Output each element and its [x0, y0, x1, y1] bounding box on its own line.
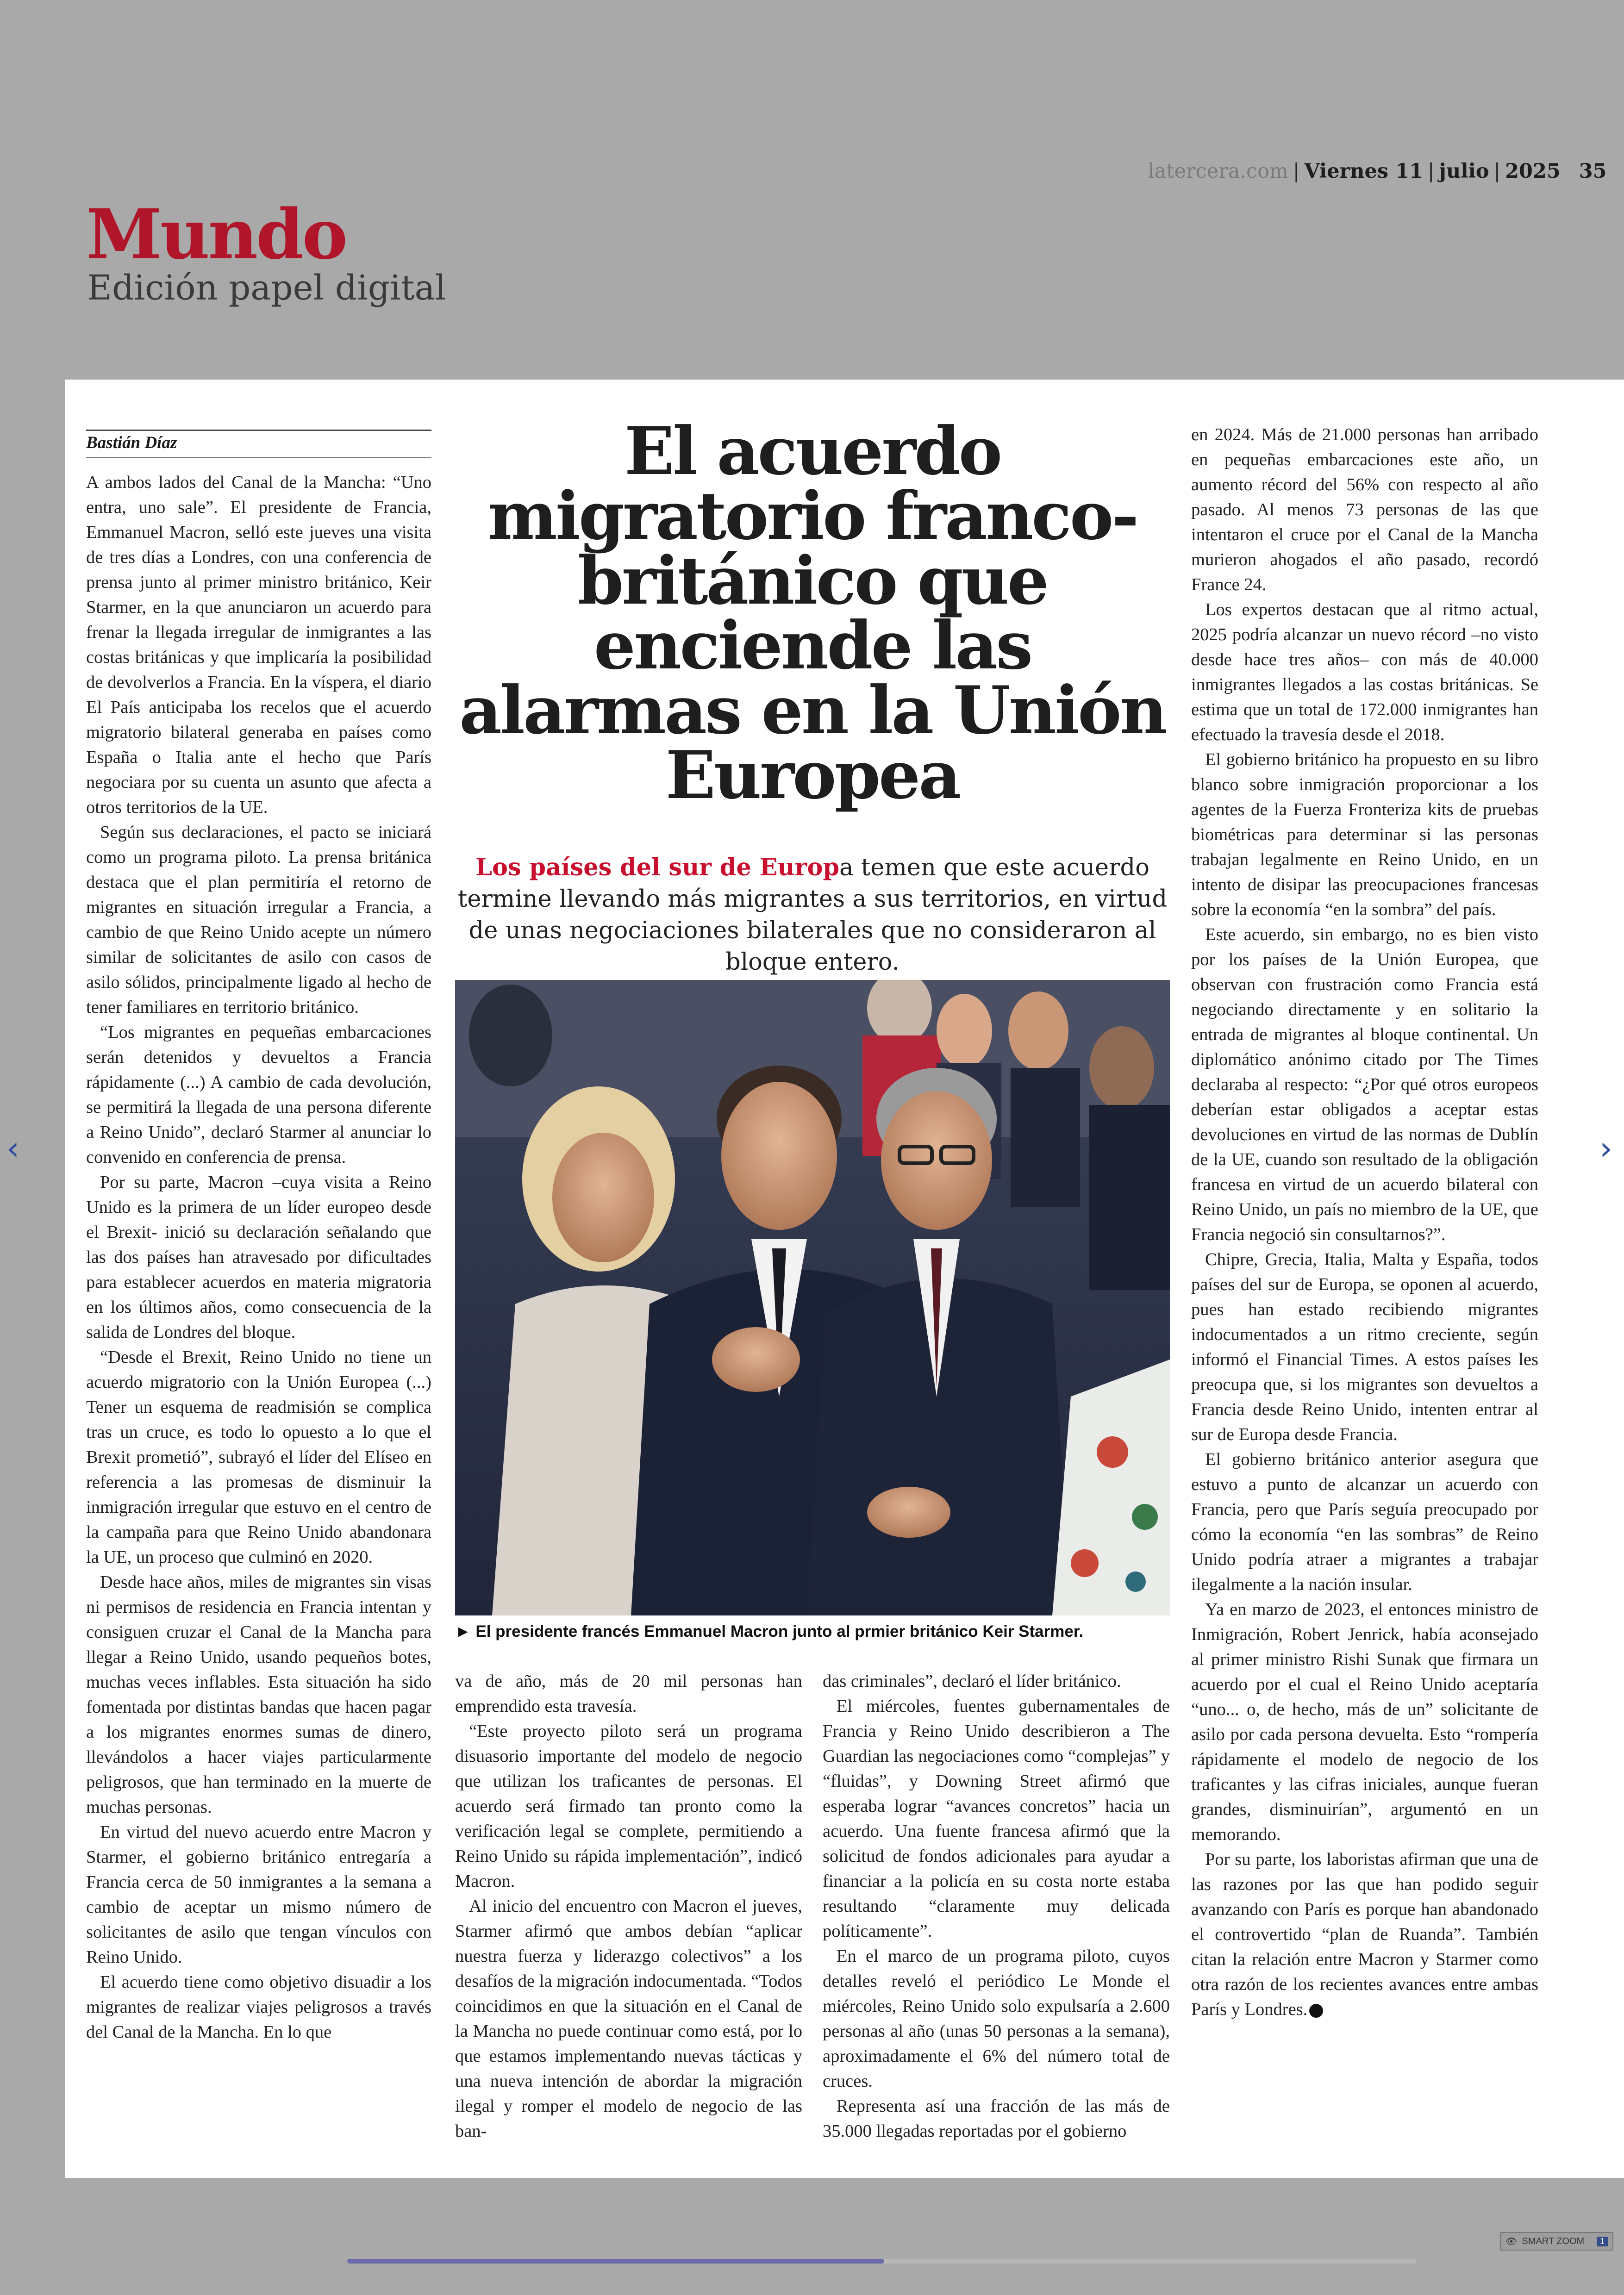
- page-number: 35: [1579, 160, 1607, 183]
- site-name: latercera.com: [1148, 160, 1288, 183]
- paragraph: Los expertos destacan que al ritmo actual, 2025 podría alcanzar un nuevo récord –no visto desde hace tres años– con más de 40.000 inmigrantes llegados a las costas británicas. Se estima que un total de 172.000 inmigrantes han efectuado la travesía desde el 2018.: [1191, 600, 1538, 744]
- next-page-button[interactable]: ›: [1599, 1129, 1612, 1167]
- section-title: Mundo: [86, 194, 346, 274]
- paragraph: El acuerdo tiene como objetivo disuadir a los migrantes de realizar viajes peligrosos a través del Canal de la Mancha. En lo que: [86, 1972, 431, 2042]
- section-subtitle: Edición papel digital: [87, 268, 446, 308]
- paragraph: “Desde el Brexit, Reino Unido no tiene un acuerdo migratorio con la Unión Europea (...) Tener un esquema de readmisión se complica tras un cruce, es todo lo opuesto a lo que el Brexit prometió”, subrayó el líder del Elíseo en referencia a las promesas de disminuir la inmigración irregular que estuvo en el centro de la campaña para que Reino Unido abandonara la UE, un proceso que culminó en 2020.: [86, 1347, 431, 1567]
- paragraph: Desde hace años, miles de migrantes sin visas ni permisos de residencia en Francia intentan y consiguen cruzar el Canal de la Mancha para llegar a Reino Unido, usando pequeños botes, muchas veces inflables. Esta situación ha sido fomentada por distintas bandas que hacen pagar a los migrantes enormes sumas de dinero, llevándolos a hacer viajes particularmente peligrosos, que han terminado en la muerte de muchas personas.: [86, 1572, 431, 1817]
- paragraph: El gobierno británico ha propuesto en su libro blanco sobre inmigración proporcionar a los agentes de la Fuerza Fronteriza kits de pruebas biométricas para determinar si las personas trabajan legalmente en Reino Unido, en un intento de disipar las preocupaciones francesas sobre la economía “en la sombra” del país.: [1191, 750, 1538, 919]
- author-rule: [86, 430, 431, 431]
- smart-zoom-button[interactable]: [1500, 2232, 1613, 2251]
- zoom-level-badge: 1: [1597, 2237, 1608, 2246]
- paragraph: Al inicio del encuentro con Macron el jueves, Starmer afirmó que ambos debían “aplicar nuestra fuerza y liderazgo colectivos” a los desafíos de la migración indocumentada. “Todos coincidimos en que la situación en el Canal de la Mancha no puede continuar como está, por lo que estamos implementando nuevas tácticas y una nueva intención de abordar la migración ilegal y romper el modelo de negocio de las ban-: [455, 1896, 802, 2141]
- masthead: latercera.com | Viernes 11 | julio | 2025 35: [1148, 160, 1607, 183]
- article-photo: [455, 980, 1170, 1615]
- eye-icon: 👁: [1505, 2236, 1518, 2247]
- paragraph-text: Por su parte, los laboristas afirman que una de las razones por las que han podido seguir avanzando con París es porque han abandonado el controvertido “plan de Ruanda”. También citan la relación entre Macron y Starmer como otra razón de los recientes avances entre ambas París y Londres.: [1191, 1850, 1538, 2019]
- paragraph: “Este proyecto piloto será un programa disuasorio importante del modelo de negocio que utilizan los traficantes de personas. El acuerdo será firmado tan pronto como la verificación legal se complete, permitiendo a Reino Unido su rápida implementación”, indicó Macron.: [455, 1721, 802, 1891]
- paragraph: en 2024. Más de 21.000 personas han arribado en pequeñas embarcaciones este año, un aumento récord del 56% con respecto al año pasado. Al menos 73 personas de las que intentaron el cruce por el Canal de la Mancha murieron ahogados el año pasado, recordó France 24.: [1191, 425, 1538, 594]
- paragraph: En el marco de un programa piloto, cuyos detalles reveló el periódico Le Monde el miércoles, Reino Unido solo expulsaría a 2.600 personas al año (unas 50 personas a la semana), aproximadamente el 6% del número total de cruces.: [823, 1946, 1170, 2091]
- article-column-3: [823, 1669, 1170, 2144]
- paragraph: El miércoles, fuentes gubernamentales de Francia y Reino Unido describieron a The Guardian las negociaciones como “complejas” y “fluidas”, y Downing Street afirmó que esperaba lograr “avances concretos” hacia un acuerdo. Una fuente francesa afirmó que la solicitud de fondos adicionales para ayudar a financiar a la policía en su costa norte estaba resultando “claramente muy delicada políticamente”.: [823, 1696, 1170, 1941]
- article-column-2: [455, 1669, 802, 2144]
- paragraph: Este acuerdo, sin embargo, no es bien visto por los países de la Unión Europea, que observan con frustración como Francia está negociando directamente y en solitario la entrada de migrantes al bloque continental. Un diplomático anónimo citado por The Times declaraba al respecto: “¿Por qué otros europeos deberían estar obligados a aceptar estas devoluciones en virtud de las normas de Dublín de la UE, cuando son resultado de la obligación francesa en virtud de un acuerdo bilateral con Reino Unido, un país no miembro de la UE, que Francia negoció sin consultarnos?”.: [1191, 925, 1538, 1244]
- smart-zoom-label: SMART ZOOM: [1522, 2236, 1585, 2246]
- lead: [455, 852, 1170, 978]
- article-column-4: [1191, 422, 1538, 2022]
- paragraph: Por su parte, Macron –cuya visita a Reino Unido es la primera de un líder europeo desde el Brexit- inició su declaración señalando que las dos países han atravesado por dificultades para establecer acuerdos en materia migratoria en los últimos años, como consecuencia de la salida de Londres del bloque.: [86, 1172, 431, 1342]
- paragraph: Chipre, Grecia, Italia, Malta y España, todos países del sur de Europa, se oponen al acuerdo, pues han estado recibiendo migrantes indocumentados a un ritmo creciente, según informó el Financial Times. A estos países les preocupa que, si los migrantes son devueltos a Francia desde Reino Unido, intenten entrar al sur de Europa desde Francia.: [1191, 1250, 1538, 1444]
- date-day: Viernes 11: [1304, 160, 1423, 183]
- page-scrollbar-thumb[interactable]: [347, 2259, 884, 2264]
- paragraph: Ya en marzo de 2023, el entonces ministro de Inmigración, Robert Jenrick, había aconsejado al primer ministro Rishi Sunak que firmara un acuerdo por el cual el Reino Unido aceptaría “uno... o, de hecho, más de un” solicitante de asilo por cada persona devuelta. Esto “rompería rápidamente el modelo de negocio de los traficantes y las cifras iniciales, aunque fueran grandes, disminuirían”, argumentó en un memorando.: [1191, 1600, 1538, 1844]
- paragraph: En virtud del nuevo acuerdo entre Macron y Starmer, el gobierno británico entregaría a Francia cerca de 50 inmigrantes a la semana a cambio de aceptar un mismo número de solicitantes de asilo que tengan vínculos con Reino Unido.: [86, 1822, 431, 1967]
- author-rule-bottom: [86, 457, 431, 458]
- paragraph: Representa así una fracción de las más de 35.000 llegadas reportadas por el gobierno: [823, 2096, 1170, 2141]
- paragraph: Según sus declaraciones, el pacto se iniciará como un programa piloto. La prensa británica destaca que el plan permitiría el retorno de migrantes en situación irregular a Francia, a cambio de que Reino Unido acepte un número similar de solicitantes de asilo con casos de asilo sólidos, principalmente ligado al hecho de tener familiares en territorio británico.: [86, 823, 431, 1017]
- paragraph: [1191, 1847, 1538, 2022]
- lead-highlight: Los países del sur de Europ: [475, 854, 840, 881]
- paragraph: va de año, más de 20 mil personas han emprendido esta travesía.: [455, 1671, 802, 1716]
- article-column-1: [86, 470, 431, 2045]
- paragraph: El gobierno británico anterior asegura que estuvo a punto de alcanzar un acuerdo con Francia, pero que París seguía preocupado por cómo la economía “en las sombras” de Reino Unido podría atraer a migrantes a trabajar ilegalmente a la nación insular.: [1191, 1450, 1538, 1594]
- end-mark-icon: [1309, 2004, 1323, 2018]
- headline: El acuerdo migratorio franco-británico que enciende las alarmas en la Unión Europea: [459, 413, 1166, 814]
- paragraph: das criminales”, declaró el líder británico.: [823, 1671, 1121, 1691]
- photo-caption: ► El presidente francés Emmanuel Macron junto al prmier británico Keir Starmer.: [455, 1622, 1084, 1640]
- paragraph: “Los migrantes en pequeñas embarcaciones serán detenidos y devueltos a Francia rápidamente (...) A cambio de cada devolución, se permitirá la llegada de una persona diferente a Reino Unido”, declaró Starmer al anunciar lo convenido en conferencia de prensa.: [86, 1023, 431, 1167]
- photo-illustration: [455, 980, 1170, 1615]
- paragraph: A ambos lados del Canal de la Mancha: “Uno entra, uno sale”. El presidente de Francia, Emmanuel Macron, selló este jueves una visita de tres días a Londres, con una conferencia de prensa junto al primer ministro británico, Keir Starmer, en la que anunciaron un acuerdo para frenar la llegada irregular de inmigrantes a las costas británicas y que implicaría la posibilidad de devolverlos a Francia. En la víspera, el diario El País anticipaba los recelos que el acuerdo migratorio bilateral generaba en países como España o Italia ante el hecho que París negociara por su cuenta un asunto que afecta a otros territorios de la UE.: [86, 473, 431, 817]
- lead-text: a temen que este acuerdo termine llevando más migrantes a sus territorios, en virtud de unas negociaciones bilaterales que no consideraron al bloque entero.: [457, 854, 1168, 976]
- date-year: 2025: [1505, 160, 1561, 183]
- prev-page-button[interactable]: ‹: [6, 1129, 19, 1167]
- date-month: julio: [1439, 160, 1489, 183]
- author-byline: Bastián Díaz: [86, 433, 177, 452]
